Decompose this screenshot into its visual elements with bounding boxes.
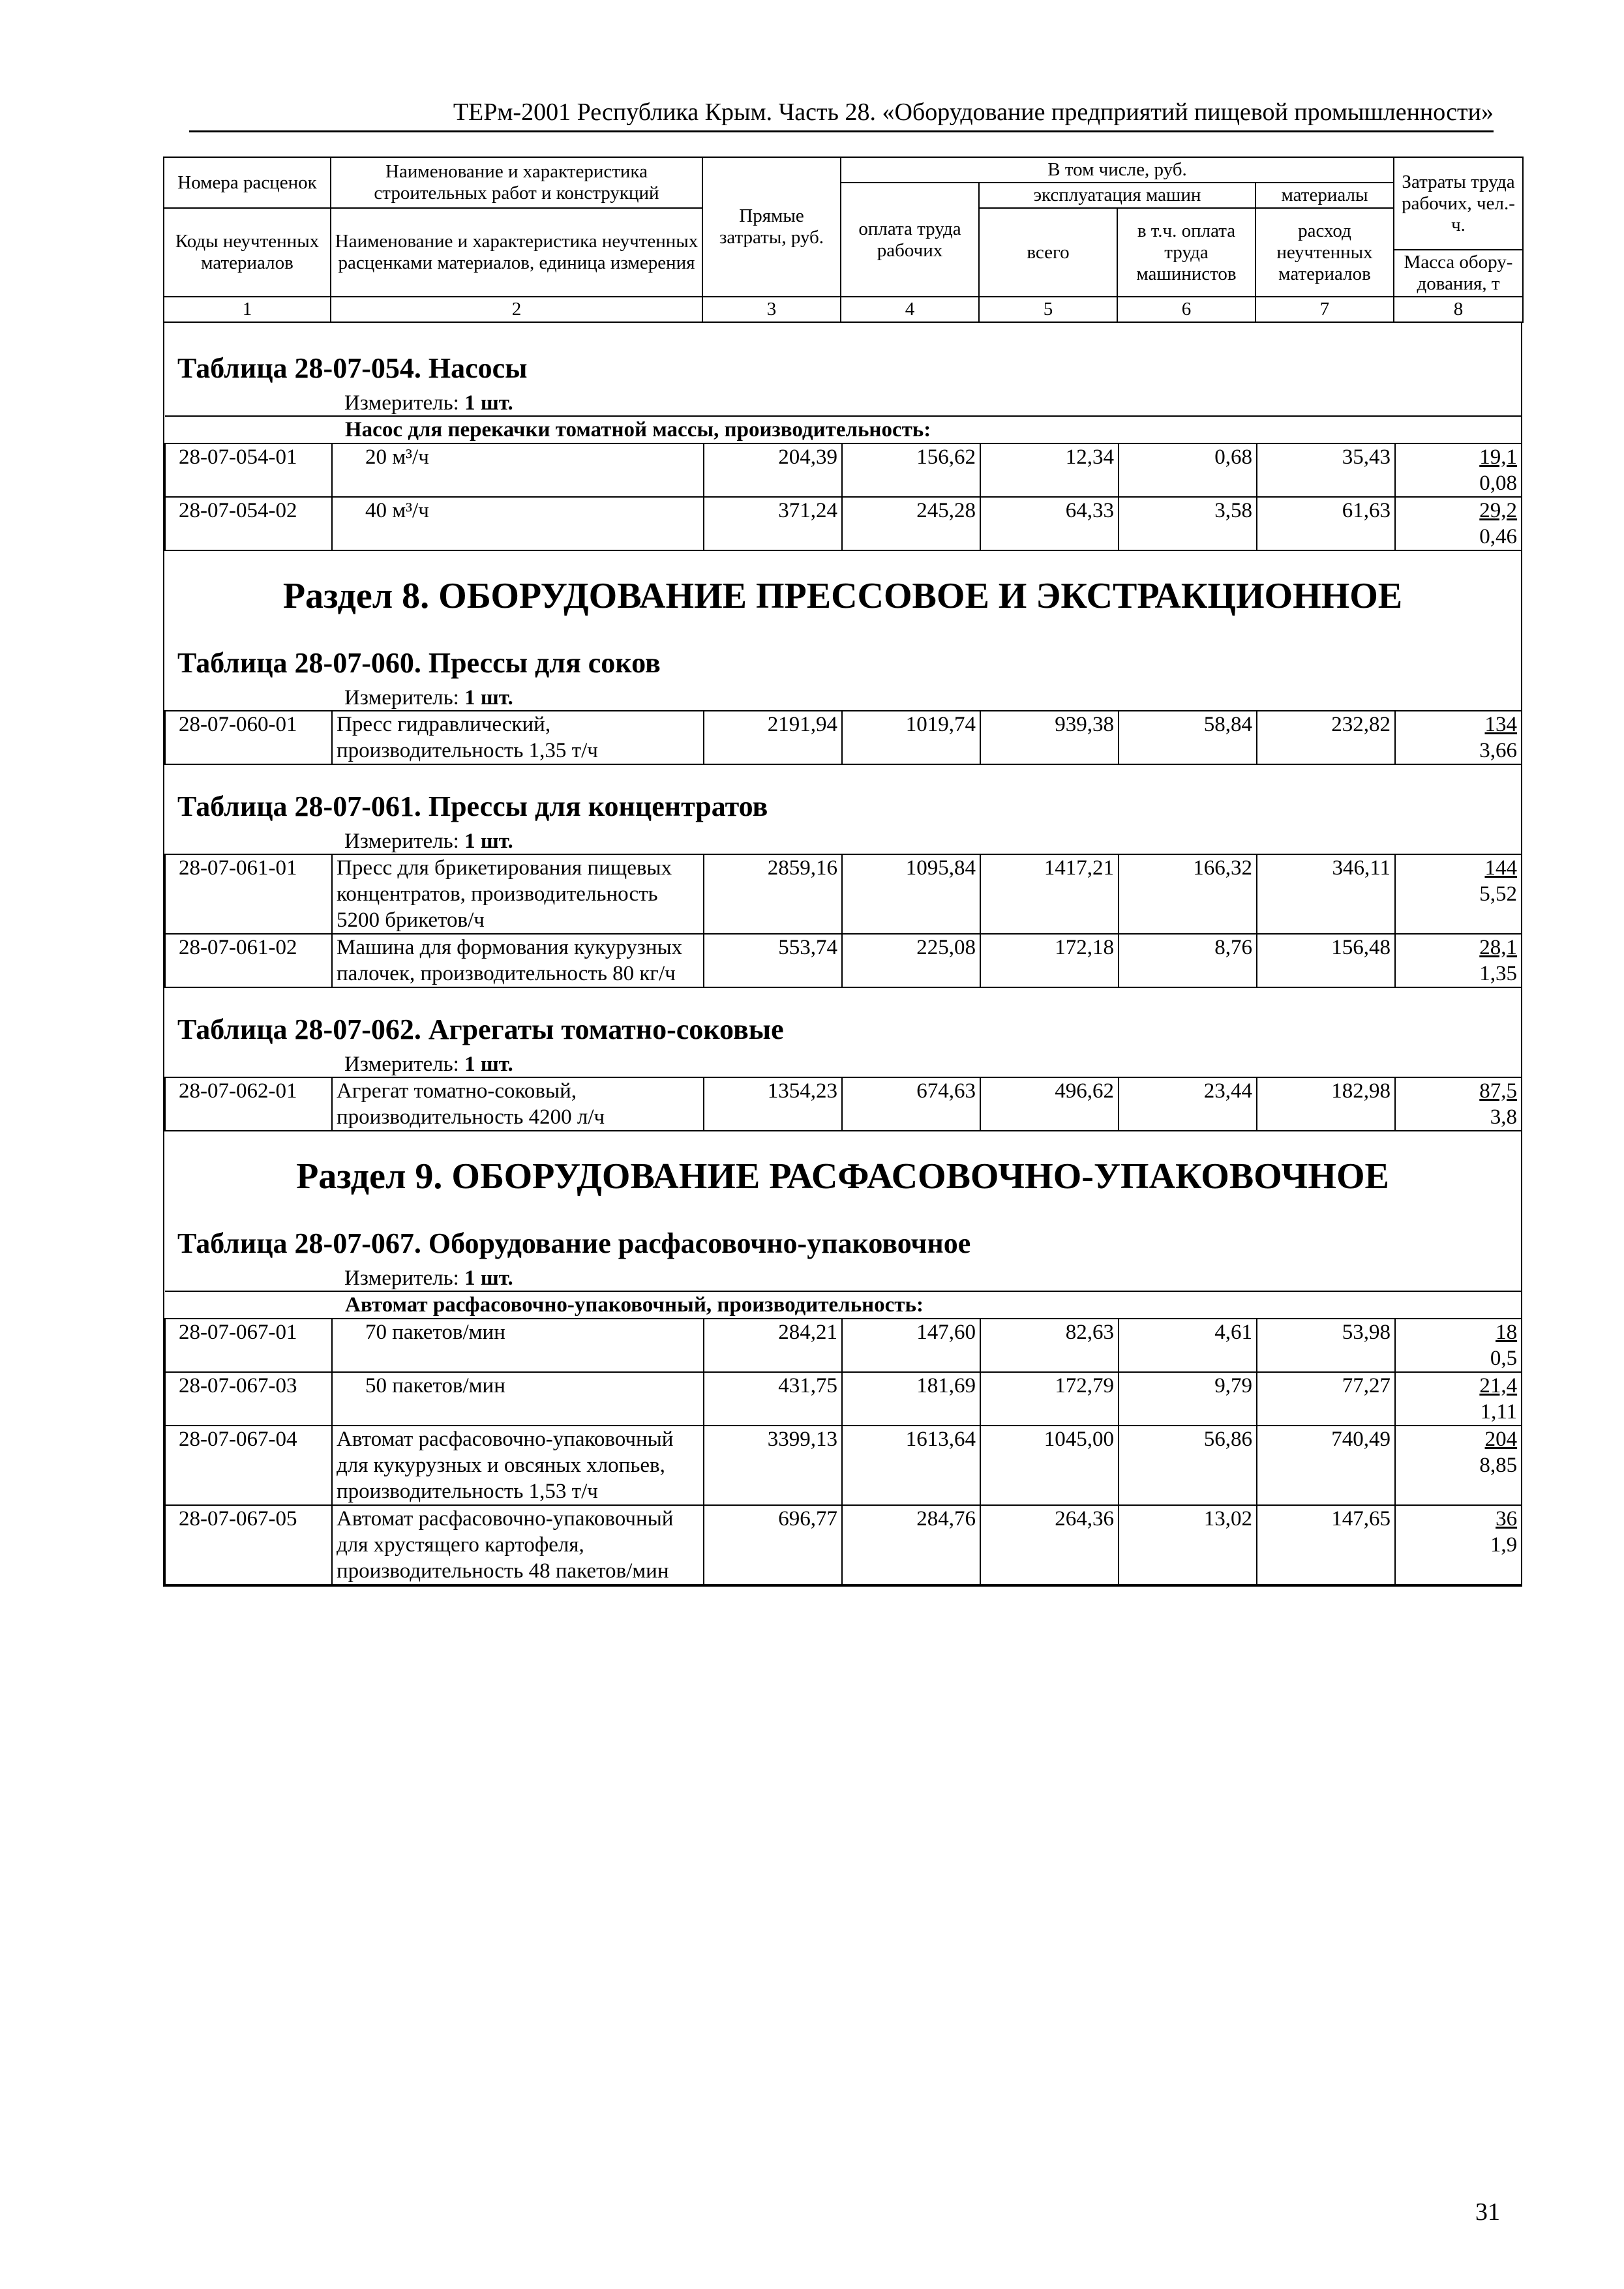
- labor-hours: 87,5: [1479, 1079, 1517, 1103]
- rate-row: [165, 1077, 1522, 1131]
- materials-cost: 346,11: [1257, 854, 1395, 934]
- header-including: В том числе, руб.: [841, 157, 1394, 183]
- labor-pay: 1019,74: [842, 711, 980, 764]
- labor-pay: 674,63: [842, 1077, 980, 1131]
- page-number: 31: [1475, 2198, 1500, 2226]
- labor-and-mass: [1395, 497, 1522, 550]
- rate-row: [165, 1426, 1522, 1505]
- column-number: 8: [1394, 297, 1523, 322]
- equipment-mass: 3,66: [1479, 739, 1517, 762]
- header-direct-costs: Прямые затраты, руб.: [702, 157, 841, 297]
- equipment-mass: 0,08: [1479, 471, 1517, 495]
- labor-hours: 28,1: [1479, 936, 1517, 959]
- rates-data-table: [164, 1077, 1522, 1131]
- machines-total: 172,79: [980, 1372, 1119, 1426]
- direct-costs: 3399,13: [704, 1426, 842, 1505]
- labor-pay: 245,28: [842, 497, 980, 550]
- table-title: Таблица 28-07-054. Насосы: [177, 352, 528, 384]
- labor-pay: 181,69: [842, 1372, 980, 1426]
- equipment-mass: 0,5: [1490, 1347, 1518, 1370]
- labor-hours: 18: [1496, 1321, 1518, 1344]
- unit-label: Измеритель:: [344, 391, 459, 415]
- rate-code: 28-07-067-05: [165, 1505, 332, 1585]
- labor-hours: 144: [1484, 856, 1517, 880]
- equipment-mass: 1,35: [1479, 962, 1517, 985]
- table-title: Таблица 28-07-060. Прессы для соков: [177, 647, 661, 679]
- machinists-pay: 56,86: [1119, 1426, 1257, 1505]
- rate-code: 28-07-067-01: [165, 1319, 332, 1372]
- header-machines-total: всего: [979, 208, 1117, 297]
- rate-name: 40 м³/ч: [332, 497, 704, 550]
- labor-and-mass: [1395, 1372, 1522, 1426]
- rate-code: 28-07-060-01: [165, 711, 332, 764]
- unit-of-measure: [164, 1052, 1521, 1077]
- equipment-mass: 5,52: [1479, 882, 1517, 906]
- machinists-pay: 13,02: [1119, 1505, 1257, 1585]
- rate-name: 50 пакетов/мин: [332, 1372, 704, 1426]
- column-number: 4: [841, 297, 979, 322]
- section-title: Раздел 8. ОБОРУДОВАНИЕ ПРЕССОВОЕ И ЭКСТРАКЦИОННОЕ: [282, 576, 1403, 616]
- labor-pay: 1613,64: [842, 1426, 980, 1505]
- labor-and-mass: [1395, 711, 1522, 764]
- rate-code: 28-07-054-01: [165, 443, 332, 497]
- direct-costs: 553,74: [704, 934, 842, 987]
- unit-label: Измеритель:: [344, 1266, 459, 1290]
- column-number: 1: [164, 297, 331, 322]
- header-material-name: Наименование и характеристика неучтенных расценками материалов, единица измерения: [331, 208, 702, 297]
- group-heading: Насос для перекачки томатной массы, производительность:: [165, 416, 1522, 443]
- machinists-pay: 3,58: [1119, 497, 1257, 550]
- machinists-pay: 23,44: [1119, 1077, 1257, 1131]
- labor-and-mass: [1395, 854, 1522, 934]
- rate-row: [165, 497, 1522, 550]
- machinists-pay: 8,76: [1119, 934, 1257, 987]
- rate-code: 28-07-062-01: [165, 1077, 332, 1131]
- labor-pay: 147,60: [842, 1319, 980, 1372]
- equipment-mass: 8,85: [1479, 1454, 1518, 1477]
- rate-row: [165, 443, 1522, 497]
- header-labor-pay: оплата труда рабочих: [841, 183, 979, 297]
- equipment-mass: 1,9: [1490, 1533, 1518, 1557]
- rate-code: 28-07-054-02: [165, 497, 332, 550]
- header-labor-costs: Затраты труда рабочих, чел.-ч.: [1394, 157, 1523, 250]
- rate-row: [165, 1372, 1522, 1426]
- machinists-pay: 0,68: [1119, 443, 1257, 497]
- direct-costs: 204,39: [704, 443, 842, 497]
- rate-name: Автомат расфасовочно-упаковочный для кукурузных и овсяных хлопьев, производительность 1,53 т/ч: [332, 1426, 704, 1505]
- labor-and-mass: [1395, 1319, 1522, 1372]
- unit-value: 1 шт.: [464, 830, 513, 853]
- header-rule: [189, 130, 1494, 132]
- machines-total: 64,33: [980, 497, 1119, 550]
- rate-name: Автомат расфасовочно-упаковочный для хрустящего картофеля, производительность 48 пакетов/мин: [332, 1505, 704, 1585]
- unit-value: 1 шт.: [464, 1053, 513, 1076]
- rate-row: [165, 1319, 1522, 1372]
- header-machinists-pay: в т.ч. оплата труда машинистов: [1117, 208, 1256, 297]
- unit-value: 1 шт.: [464, 391, 513, 415]
- machines-total: 1045,00: [980, 1426, 1119, 1505]
- rates-data-table: [164, 710, 1522, 765]
- rate-name: Пресс для брикетирования пищевых концентратов, производительность 5200 брикетов/ч: [332, 854, 704, 934]
- rates-table: [163, 157, 1522, 1587]
- equipment-mass: 0,46: [1479, 525, 1517, 548]
- header-rate-numbers: Номера расценок: [164, 157, 331, 208]
- rate-code: 28-07-067-03: [165, 1372, 332, 1426]
- rate-row: [165, 854, 1522, 934]
- materials-cost: 61,63: [1257, 497, 1395, 550]
- table-title: Таблица 28-07-062. Агрегаты томатно-соковые: [177, 1013, 784, 1045]
- direct-costs: 431,75: [704, 1372, 842, 1426]
- unit-of-measure: [164, 391, 1521, 415]
- unit-value: 1 шт.: [464, 1266, 513, 1290]
- equipment-mass: 1,11: [1480, 1400, 1518, 1424]
- labor-and-mass: [1395, 1426, 1522, 1505]
- rates-data-table: [164, 854, 1522, 988]
- machines-total: 82,63: [980, 1319, 1119, 1372]
- direct-costs: 2191,94: [704, 711, 842, 764]
- rate-name: 20 м³/ч: [332, 443, 704, 497]
- unit-label: Измеритель:: [344, 1053, 459, 1076]
- rate-name: 70 пакетов/мин: [332, 1319, 704, 1372]
- column-number: 5: [979, 297, 1117, 322]
- machines-total: 172,18: [980, 934, 1119, 987]
- column-number: 2: [331, 297, 702, 322]
- header-material-codes: Коды неучтенных материалов: [164, 208, 331, 297]
- column-number: 7: [1256, 297, 1394, 322]
- equipment-mass: 3,8: [1490, 1105, 1517, 1129]
- rate-row: [165, 1505, 1522, 1585]
- rate-code: 28-07-061-01: [165, 854, 332, 934]
- materials-cost: 156,48: [1257, 934, 1395, 987]
- materials-cost: 147,65: [1257, 1505, 1395, 1585]
- labor-hours: 36: [1496, 1507, 1518, 1531]
- unit-label: Измеритель:: [344, 686, 459, 710]
- labor-pay: 1095,84: [842, 854, 980, 934]
- column-number: 6: [1117, 297, 1256, 322]
- rate-row: [165, 934, 1522, 987]
- unit-of-measure: [164, 1266, 1521, 1291]
- labor-hours: 134: [1484, 713, 1517, 736]
- running-header: ТЕРм-2001 Республика Крым. Часть 28. «Оборудование предприятий пищевой промышленности»: [453, 98, 1494, 126]
- machines-total: 496,62: [980, 1077, 1119, 1131]
- unit-of-measure: [164, 685, 1521, 710]
- labor-pay: 225,08: [842, 934, 980, 987]
- materials-cost: 740,49: [1257, 1426, 1395, 1505]
- column-header: [163, 157, 1524, 323]
- direct-costs: 284,21: [704, 1319, 842, 1372]
- column-number: 3: [702, 297, 841, 322]
- direct-costs: 696,77: [704, 1505, 842, 1585]
- rates-data-table: [164, 415, 1522, 551]
- materials-cost: 35,43: [1257, 443, 1395, 497]
- labor-and-mass: [1395, 1505, 1522, 1585]
- rate-name: Агрегат томатно-соковый, производительность 4200 л/ч: [332, 1077, 704, 1131]
- rate-name: Пресс гидравлический, производительность 1,35 т/ч: [332, 711, 704, 764]
- unit-of-measure: [164, 829, 1521, 854]
- group-heading: Автомат расфасовочно-упаковочный, производительность:: [165, 1291, 1522, 1319]
- rate-code: 28-07-061-02: [165, 934, 332, 987]
- machines-total: 939,38: [980, 711, 1119, 764]
- labor-hours: 21,4: [1479, 1374, 1518, 1398]
- labor-and-mass: [1395, 443, 1522, 497]
- direct-costs: 371,24: [704, 497, 842, 550]
- machinists-pay: 4,61: [1119, 1319, 1257, 1372]
- materials-cost: 53,98: [1257, 1319, 1395, 1372]
- machines-total: 12,34: [980, 443, 1119, 497]
- direct-costs: 2859,16: [704, 854, 842, 934]
- header-material-consumption: расход неучтенных материалов: [1256, 208, 1394, 297]
- materials-cost: 182,98: [1257, 1077, 1395, 1131]
- rate-code: 28-07-067-04: [165, 1426, 332, 1505]
- direct-costs: 1354,23: [704, 1077, 842, 1131]
- rate-name: Машина для формования кукурузных палочек, производительность 80 кг/ч: [332, 934, 704, 987]
- header-work-name: Наименование и характеристика строительных работ и конструкций: [331, 157, 702, 208]
- materials-cost: 77,27: [1257, 1372, 1395, 1426]
- rates-body: [163, 323, 1522, 1587]
- rates-data-table: [164, 1291, 1522, 1585]
- labor-and-mass: [1395, 1077, 1522, 1131]
- labor-and-mass: [1395, 934, 1522, 987]
- rate-row: [165, 711, 1522, 764]
- header-machine-operation: эксплуатация машин: [979, 183, 1256, 208]
- table-title: Таблица 28-07-067. Оборудование расфасовочно-упаковочное: [177, 1227, 971, 1259]
- unit-value: 1 шт.: [464, 686, 513, 710]
- header-equipment-mass: Масса обору-дования, т: [1394, 250, 1523, 297]
- labor-pay: 156,62: [842, 443, 980, 497]
- materials-cost: 232,82: [1257, 711, 1395, 764]
- machines-total: 1417,21: [980, 854, 1119, 934]
- section-title: Раздел 9. ОБОРУДОВАНИЕ РАСФАСОВОЧНО-УПАКОВОЧНОЕ: [296, 1156, 1389, 1197]
- machinists-pay: 9,79: [1119, 1372, 1257, 1426]
- table-title: Таблица 28-07-061. Прессы для концентратов: [177, 790, 768, 822]
- machinists-pay: 166,32: [1119, 854, 1257, 934]
- labor-hours: 19,1: [1479, 445, 1517, 469]
- machines-total: 264,36: [980, 1505, 1119, 1585]
- labor-hours: 204: [1484, 1428, 1518, 1451]
- header-materials: материалы: [1256, 183, 1394, 208]
- labor-pay: 284,76: [842, 1505, 980, 1585]
- labor-hours: 29,2: [1479, 499, 1517, 522]
- unit-label: Измеритель:: [344, 830, 459, 853]
- machinists-pay: 58,84: [1119, 711, 1257, 764]
